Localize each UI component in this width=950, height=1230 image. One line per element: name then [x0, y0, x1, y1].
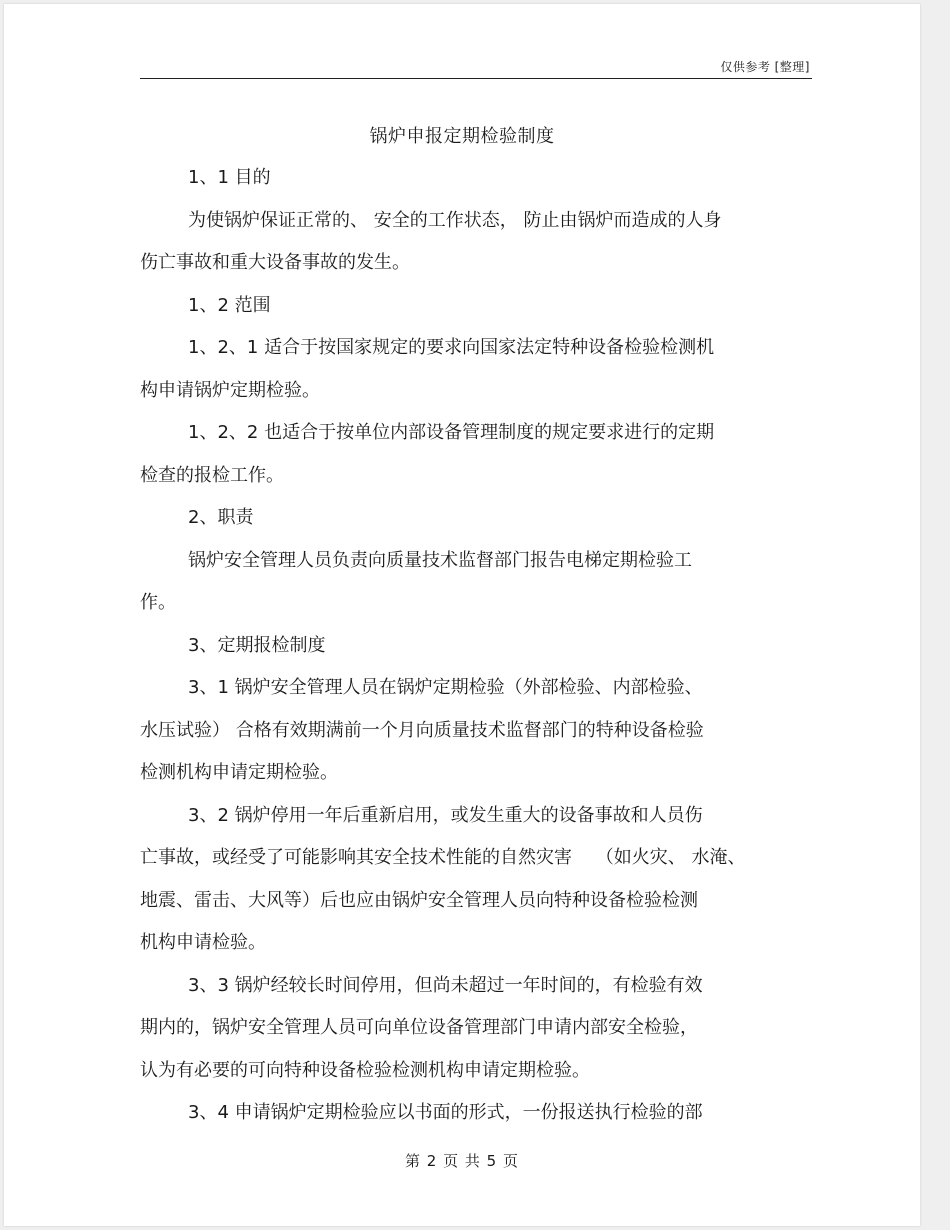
text-line: 锅炉安全管理人员负责向质量技术监督部门报告电梯定期检验工: [188, 549, 692, 571]
text-line: 亡事故，或经受了可能影响其安全技术性能的自然灾害 （如火灾、 水淹、: [140, 847, 746, 868]
text-line: 地震、雷击、大风等）后也应由锅炉安全管理人员向特种设备检验检测: [140, 889, 698, 911]
text-line: 伤亡事故和重大设备事故的发生。: [140, 252, 410, 273]
document-title: 锅炉申报定期检验制度: [369, 126, 555, 147]
header-divider: [140, 78, 812, 79]
text-line: 机构申请检验。: [140, 932, 266, 953]
text-line: 期内的，锅炉安全管理人员可向单位设备管理部门申请内部安全检验，: [140, 1017, 698, 1038]
text-line: 3、定期报检制度: [188, 634, 326, 656]
document-body: [140, 157, 820, 1135]
text-line: 3、3 锅炉经较长时间停用，但尚未超过一年时间的，有检验有效: [188, 974, 703, 996]
header-note: 仅供参考 [整理]: [720, 60, 810, 74]
text-line: 1、2、2 也适合于按单位内部设备管理制度的规定要求进行的定期: [188, 422, 715, 443]
text-line: 认为有必要的可向特种设备检验检测机构申请定期检验。: [140, 1059, 590, 1081]
text-line: 检测机构申请定期检验。: [140, 762, 338, 783]
text-line: 为使锅炉保证正常的、 安全的工作状态， 防止由锅炉而造成的人身: [188, 209, 722, 231]
text-line: 3、1 锅炉安全管理人员在锅炉定期检验（外部检验、内部检验、: [188, 677, 703, 698]
page-number-footer: 第 2 页 共 5 页: [405, 1152, 519, 1170]
text-line: 1、1 目的: [188, 167, 271, 188]
document-page: [4, 4, 920, 1226]
text-line: 检查的报检工作。: [140, 464, 284, 486]
text-line: 1、2 范围: [188, 294, 271, 316]
text-line: 作。: [140, 592, 176, 613]
text-line: 1、2、1 适合于按国家规定的要求向国家法定特种设备检验检测机: [188, 337, 715, 358]
text-line: 3、2 锅炉停用一年后重新启用，或发生重大的设备事故和人员伤: [188, 804, 703, 826]
text-line: 水压试验） 合格有效期满前一个月向质量技术监督部门的特种设备检验: [140, 719, 704, 741]
text-line: 2、职责: [188, 507, 254, 528]
text-line: 3、4 申请锅炉定期检验应以书面的形式，一份报送执行检验的部: [188, 1102, 703, 1123]
text-line: 构申请锅炉定期检验。: [140, 379, 320, 401]
